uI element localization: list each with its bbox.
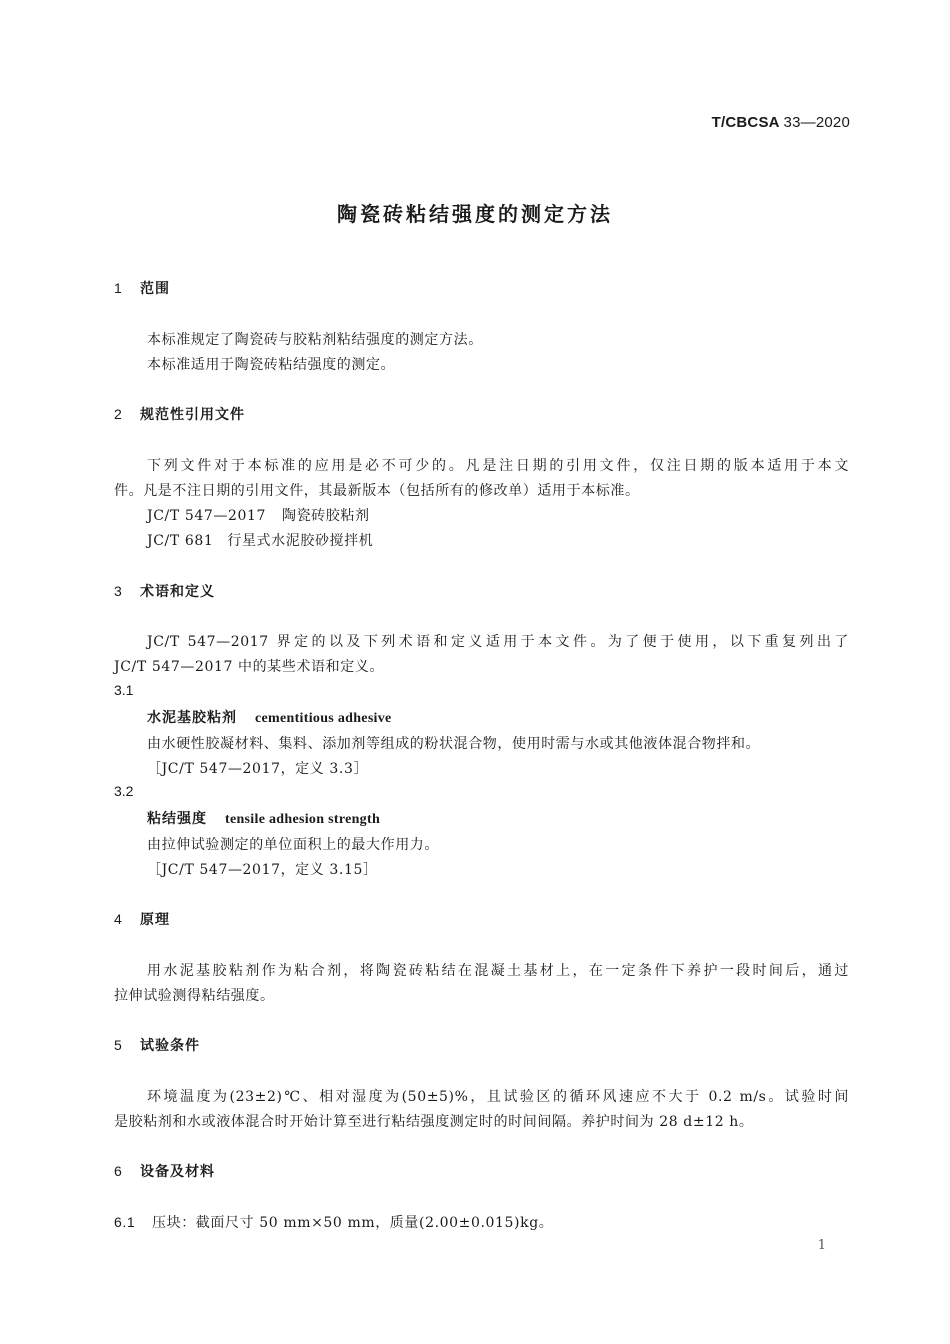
section-3-heading: [114, 581, 215, 601]
term-en: tensile adhesion strength: [225, 812, 381, 827]
section-6-heading: [114, 1161, 215, 1181]
s2-paragraph-line-2: 件。凡是不注日期的引用文件，其最新版本（包括所有的修改单）适用于本标准。: [114, 483, 640, 499]
clause-text: 压块：截面尺寸 50 mm×50 mm，质量(2.00±0.015)kg。: [152, 1215, 554, 1231]
document-title: 陶瓷砖粘结强度的测定方法: [337, 202, 613, 226]
term-definition: 由水硬性胶凝材料、集料、添加剂等组成的粉状混合物，使用时需与水或其他液体混合物拌和。: [147, 736, 761, 752]
standard-code-prefix: T/CBCSA: [711, 114, 780, 131]
section-title: 原理: [140, 912, 170, 928]
section-5-heading: [114, 1035, 200, 1055]
section-title: 范围: [140, 281, 170, 297]
reference-code: JC/T 547—2017: [147, 508, 266, 524]
term-heading: [147, 808, 380, 828]
reference-name: 行星式水泥胶砂搅拌机: [227, 533, 374, 549]
section-title: 试验条件: [140, 1038, 200, 1054]
section-number: 3: [114, 583, 123, 599]
s4-paragraph-line-1: 用水泥基胶粘剂作为粘合剂，将陶瓷砖粘结在混凝土基材上，在一定条件下养护一段时间后，通过: [147, 963, 849, 979]
term-heading: [147, 707, 392, 727]
s1-paragraph-2: 本标准适用于陶瓷砖粘结强度的测定。: [147, 357, 396, 373]
reference-name: 陶瓷砖胶粘剂: [281, 508, 370, 524]
reference-item: [147, 505, 370, 525]
section-1-heading: [114, 278, 170, 298]
section-title: 设备及材料: [140, 1164, 215, 1180]
section-title: 规范性引用文件: [140, 407, 245, 423]
reference-item: [147, 530, 373, 550]
s3-paragraph-line-1: JC/T 547—2017 界定的以及下列术语和定义适用于本文件。为了便于使用，以下重复列出了: [147, 634, 849, 650]
term-definition: 由拉伸试验测定的单位面积上的最大作用力。: [147, 837, 439, 853]
standard-code: [712, 114, 850, 131]
clause-6-1: [114, 1212, 553, 1232]
reference-code: JC/T 681: [147, 533, 214, 549]
section-number: 4: [114, 911, 123, 927]
clause-number: 3.1: [114, 682, 134, 698]
s1-paragraph-1: 本标准规定了陶瓷砖与胶粘剂粘结强度的测定方法。: [147, 332, 483, 348]
section-4-heading: [114, 909, 170, 929]
standard-code-number: 33—2020: [783, 114, 850, 131]
term-en: cementitious adhesive: [255, 711, 392, 726]
term-source: ［JC/T 547—2017，定义 3.3］: [147, 761, 369, 777]
clause-number: 6.1: [114, 1214, 136, 1230]
term-source: ［JC/T 547—2017，定义 3.15］: [147, 862, 378, 878]
section-number: 6: [114, 1163, 123, 1179]
section-number: 2: [114, 406, 123, 422]
section-2-heading: [114, 404, 245, 424]
s3-paragraph-line-2: JC/T 547—2017 中的某些术语和定义。: [114, 659, 385, 675]
s4-paragraph-line-2: 拉伸试验测得粘结强度。: [114, 988, 275, 1004]
s2-paragraph-line-1: 下列文件对于本标准的应用是必不可少的。凡是注日期的引用文件，仅注日期的版本适用于本文: [147, 458, 849, 474]
section-number: 1: [114, 280, 123, 296]
page-number: 1: [817, 1238, 826, 1253]
s5-paragraph-line-1: 环境温度为(23±2)℃、相对湿度为(50±5)%，且试验区的循环风速应不大于 0.2 m/s。试验时间: [147, 1089, 849, 1105]
section-title: 术语和定义: [140, 584, 215, 600]
section-number: 5: [114, 1037, 123, 1053]
term-zh: 粘结强度: [147, 811, 207, 827]
clause-number: 3.2: [114, 783, 134, 799]
s5-paragraph-line-2: 是胶粘剂和水或液体混合时开始计算至进行粘结强度测定时的时间间隔。养护时间为 28 d±12 h。: [114, 1114, 754, 1130]
term-zh: 水泥基胶粘剂: [147, 710, 237, 726]
